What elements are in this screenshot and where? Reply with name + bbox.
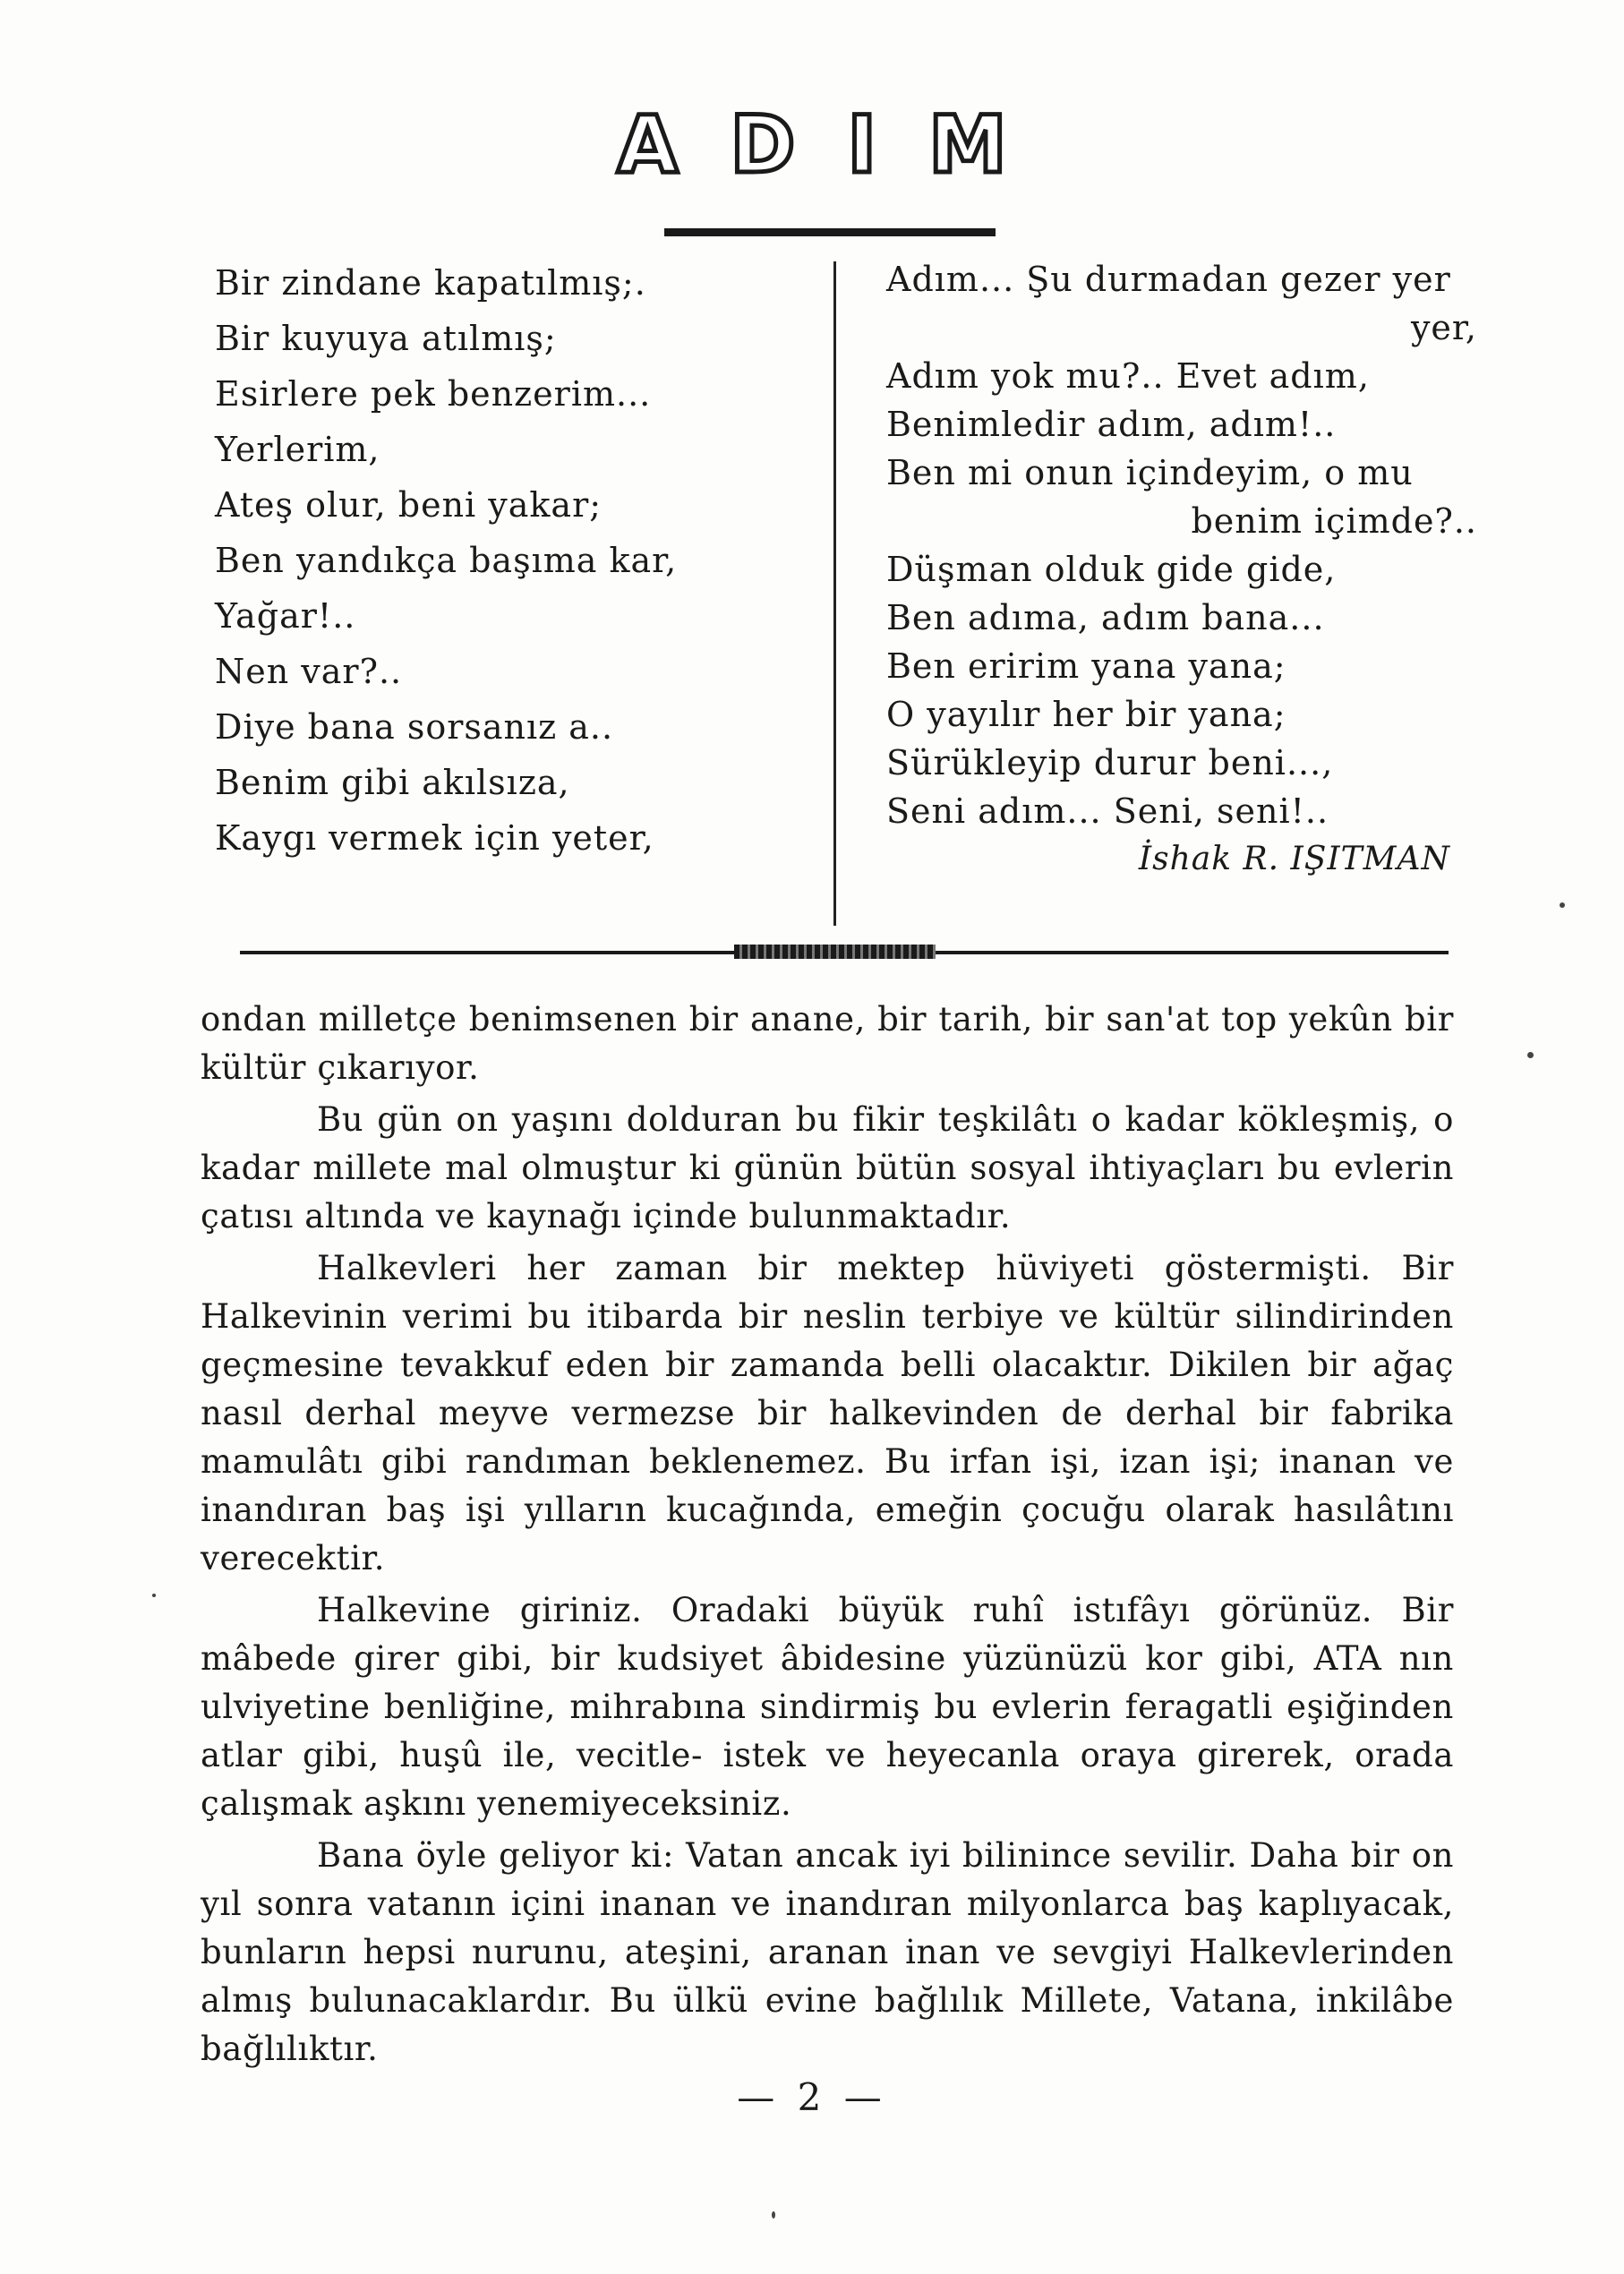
poem-line: Bir zindane kapatılmış;. <box>215 263 646 303</box>
article-body <box>201 996 1454 2077</box>
poem-line: Ben eririm yana yana; <box>886 646 1286 686</box>
poem-line: Düşman olduk gide gide, <box>886 550 1337 589</box>
column-divider <box>833 261 836 926</box>
scan-speck <box>772 2211 775 2218</box>
paragraph: Bu gün on yaşını dolduran bu fikir teşkilâtı o kadar kökleşmiş, o kadar millete mal olmuştur ki günün bütün sosyal ihtiyaçları bu evlerin çatısı altında ve kaynağı içinde bulunmaktadır. <box>201 1100 1454 1235</box>
page-number: — 2 — <box>737 2075 887 2119</box>
paragraph: Halkevleri her zaman bir mektep hüviyeti göstermişti. Bir Halkevinin verimi bu itibarda bir neslin terbiye ve kültür silindirinden geçmesine tevakkuf eden bir zamanda belli olacaktır. Dikilen bir ağaç nasıl derhal meyve vermezse bir halkevinden de derhal bir fabrika mamulâtı gibi randıman beklenemez. Bu irfan işi, izan işi; inanan ve inandıran baş işi yılların kucağında, emeğin çocuğu olarak hasılâtını verecektir. <box>201 1249 1454 1577</box>
poem-line: Ben adıma, adım bana... <box>886 598 1325 637</box>
poem-line: Adım yok mu?.. Evet adım, <box>886 356 1370 396</box>
poem-line: Yerlerim, <box>215 430 380 469</box>
poem-right-column <box>886 255 1477 884</box>
poem-line: Seni adım... Seni, seni!.. <box>886 791 1329 831</box>
poem-line: Nen var?.. <box>215 652 403 691</box>
poem-line: Sürükleyip durur beni..., <box>886 743 1334 782</box>
paragraph: Bana öyle geliyor ki: Vatan ancak iyi bilinince sevilir. Daha bir on yıl sonra vatanın içini inanan ve inandıran milyonlarca baş kaplıyacak, bunların hepsi nurunu, ateşini, aranan inan ve sevgiyi Halkevlerinden almış bulunacaklardır. Bu ülkü evine bağlılık Millete, Vatana, inkilâbe bağlılıktır. <box>201 1836 1454 2068</box>
poem-line: Benim gibi akılsıza, <box>215 763 570 802</box>
poem-line: Kaygı vermek için yeter, <box>215 818 654 858</box>
poem-left-column <box>215 255 824 866</box>
poem-line: Yağar!.. <box>215 596 356 636</box>
paragraph: Halkevine giriniz. Oradaki büyük ruhî istıfâyı görünüz. Bir mâbede girer gibi, bir kudsiyet âbidesine yüzünüzü kor gibi, ATA nın ulviyetine benliğine, mihrabına sindirmiş bu evlerin feragatli eşiğinden atlar gibi, huşû ile, vecitle- istek ve heyecanla oraya girerek, orada çalışmak aşkını yenemiyeceksiniz. <box>201 1591 1454 1823</box>
scan-speck <box>1560 902 1565 908</box>
poem-line: Ben mi onun içindeyim, o mu <box>886 453 1414 492</box>
poem-line: Ateş olur, beni yakar; <box>215 485 603 525</box>
poem-line: Diye bana sorsanız a.. <box>215 707 614 747</box>
poem-line: yer, <box>1410 308 1477 347</box>
scan-speck <box>152 1594 156 1597</box>
scan-speck <box>1527 1052 1534 1058</box>
poem-line: Bir kuyuya atılmış; <box>215 319 557 358</box>
poem-line: O yayılır her bir yana; <box>886 695 1286 734</box>
poem-line: Esirlere pek benzerim... <box>215 374 652 414</box>
poem-line: Benimledir adım, adım!.. <box>886 405 1337 444</box>
title-rule <box>664 228 996 236</box>
poem-author: İshak R. IŞITMAN <box>1138 841 1450 877</box>
page-title: ADIM <box>617 98 1059 191</box>
poem-line: Adım... Şu durmadan gezer yer <box>886 260 1451 299</box>
poem-line: benim içimde?.. <box>1191 501 1477 541</box>
paragraph: ondan milletçe benimsenen bir anane, bir tarih, bir san'at top yekûn bir kültür çıkarıyor. <box>201 1000 1454 1087</box>
poem-line: Ben yandıkça başıma kar, <box>215 541 678 580</box>
section-rule-ornament <box>734 945 936 959</box>
